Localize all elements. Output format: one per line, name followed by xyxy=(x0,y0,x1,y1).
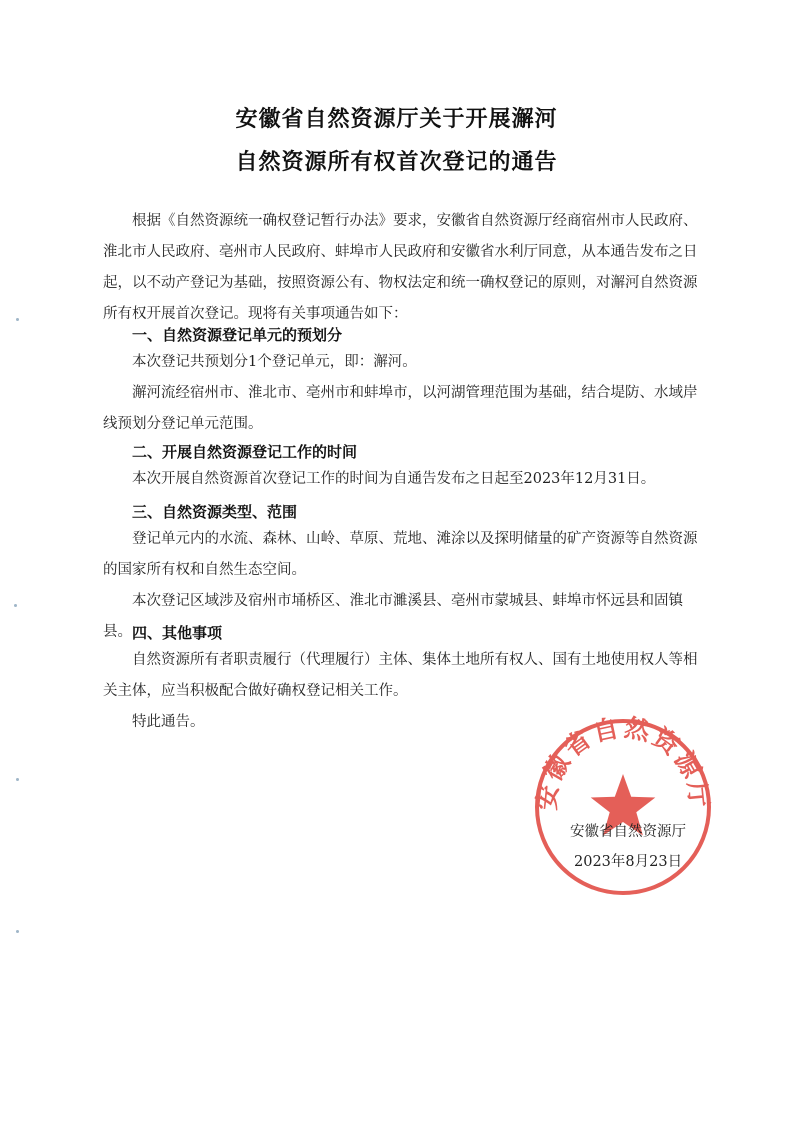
section-heading-1: 一、自然资源登记单元的预划分 xyxy=(132,326,343,344)
section-3-paragraph-1: 登记单元内的水流、森林、山岭、草原、荒地、滩涂以及探明储量的矿产资源等自然资源的国家所有权和自然生态空间。 xyxy=(103,531,698,578)
intro-paragraph: 根据《自然资源统一确权登记暂行办法》要求，安徽省自然资源厅经商宿州市人民政府、淮北市人民政府、亳州市人民政府、蚌埠市人民政府和安徽省水利厅同意，从本通告发布之日起，以不动产登记为基础，按照资源公有、物权法定和统一确权登记的原则，对澥河自然资源所有权开展首次登记。现将有关事项通告如下： xyxy=(103,213,698,322)
official-seal-stamp xyxy=(528,712,718,902)
scan-speck xyxy=(16,930,19,933)
signature-date: 2023年8月23日 xyxy=(574,854,683,870)
scan-speck xyxy=(14,604,17,607)
closing-statement: 特此通告。 xyxy=(132,714,205,730)
section-heading-3: 三、自然资源类型、范围 xyxy=(132,503,298,521)
section-1-paragraph-1: 本次登记共预划分1个登记单元，即：澥河。 xyxy=(132,354,417,370)
section-2-paragraph-1: 本次开展自然资源首次登记工作的时间为自通告发布之日起至2023年12月31日。 xyxy=(132,471,656,487)
document-title-line-2: 自然资源所有权首次登记的通告 xyxy=(235,150,558,175)
seal-arc-text: 安徽省自然资源厅 xyxy=(532,712,714,812)
scan-speck xyxy=(16,318,19,321)
scan-speck xyxy=(16,778,19,781)
section-heading-4: 四、其他事项 xyxy=(132,624,223,642)
section-1-paragraph-2: 澥河流经宿州市、淮北市、亳州市和蚌埠市，以河湖管理范围为基础，结合堤防、水域岸线预划分登记单元范围。 xyxy=(103,385,698,432)
section-heading-2: 二、开展自然资源登记工作的时间 xyxy=(132,443,358,461)
document-title-line-1: 安徽省自然资源厅关于开展澥河 xyxy=(235,107,558,132)
signature-organization: 安徽省自然资源厅 xyxy=(570,824,686,840)
section-3-paragraph-2: 本次登记区域涉及宿州市埇桥区、淮北市濉溪县、亳州市蒙城县、蚌埠市怀远县和固镇县。 xyxy=(103,593,683,640)
section-4-paragraph-1: 自然资源所有者职责履行（代理履行）主体、集体土地所有权人、国有土地使用权人等相关主体，应当积极配合做好确权登记相关工作。 xyxy=(103,652,698,699)
